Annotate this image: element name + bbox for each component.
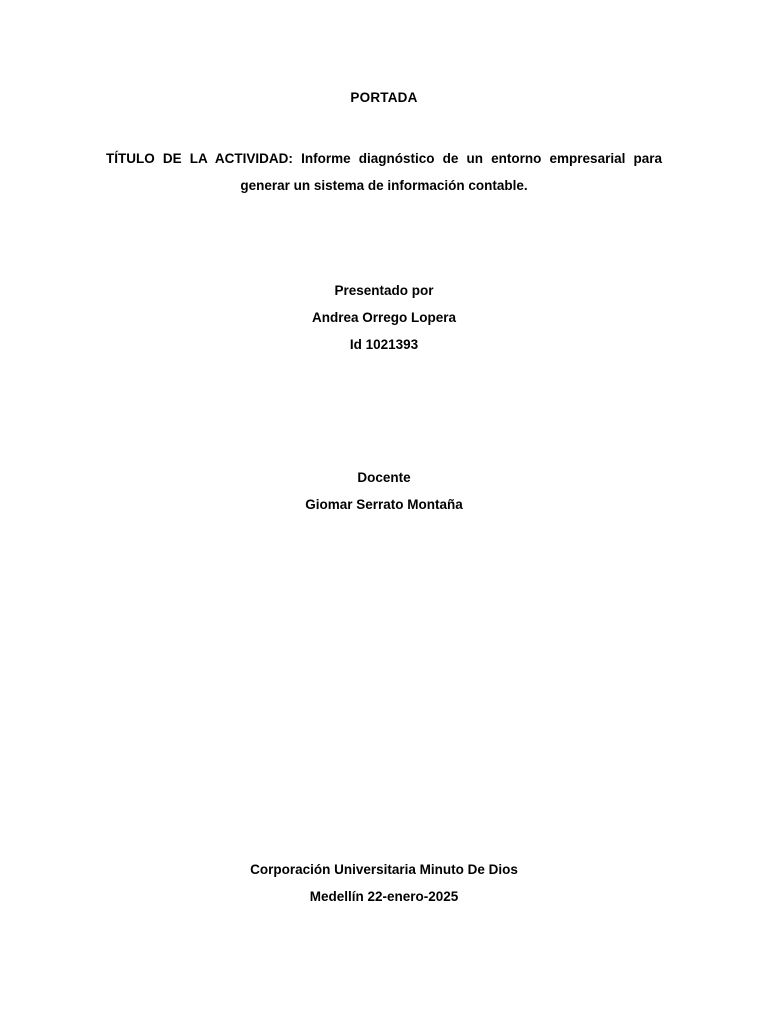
spacer-2 (106, 358, 662, 464)
activity-title-text: Informe diagnóstico de un entorno empresarial para generar un sistema de información contable. (240, 151, 662, 193)
author-id: Id 1021393 (349, 337, 419, 352)
spacer-3 (106, 518, 662, 856)
institution-place-date: Medellín 22-enero-2025 (309, 889, 459, 904)
page-title: PORTADA (350, 90, 418, 105)
teacher-role-label: Docente (357, 470, 411, 485)
institution-name: Corporación Universitaria Minuto De Dios (250, 862, 518, 877)
author-name: Andrea Orrego Lopera (311, 310, 457, 325)
author-block (106, 277, 662, 358)
presented-by-label: Presentado por (334, 283, 434, 298)
activity-title-label: TÍTULO DE LA ACTIVIDAD: (106, 151, 293, 166)
teacher-block (106, 464, 662, 518)
institution-block (106, 856, 662, 910)
teacher-name: Giomar Serrato Montaña (305, 497, 463, 512)
spacer-1 (106, 199, 662, 277)
activity-title-block (106, 145, 662, 199)
